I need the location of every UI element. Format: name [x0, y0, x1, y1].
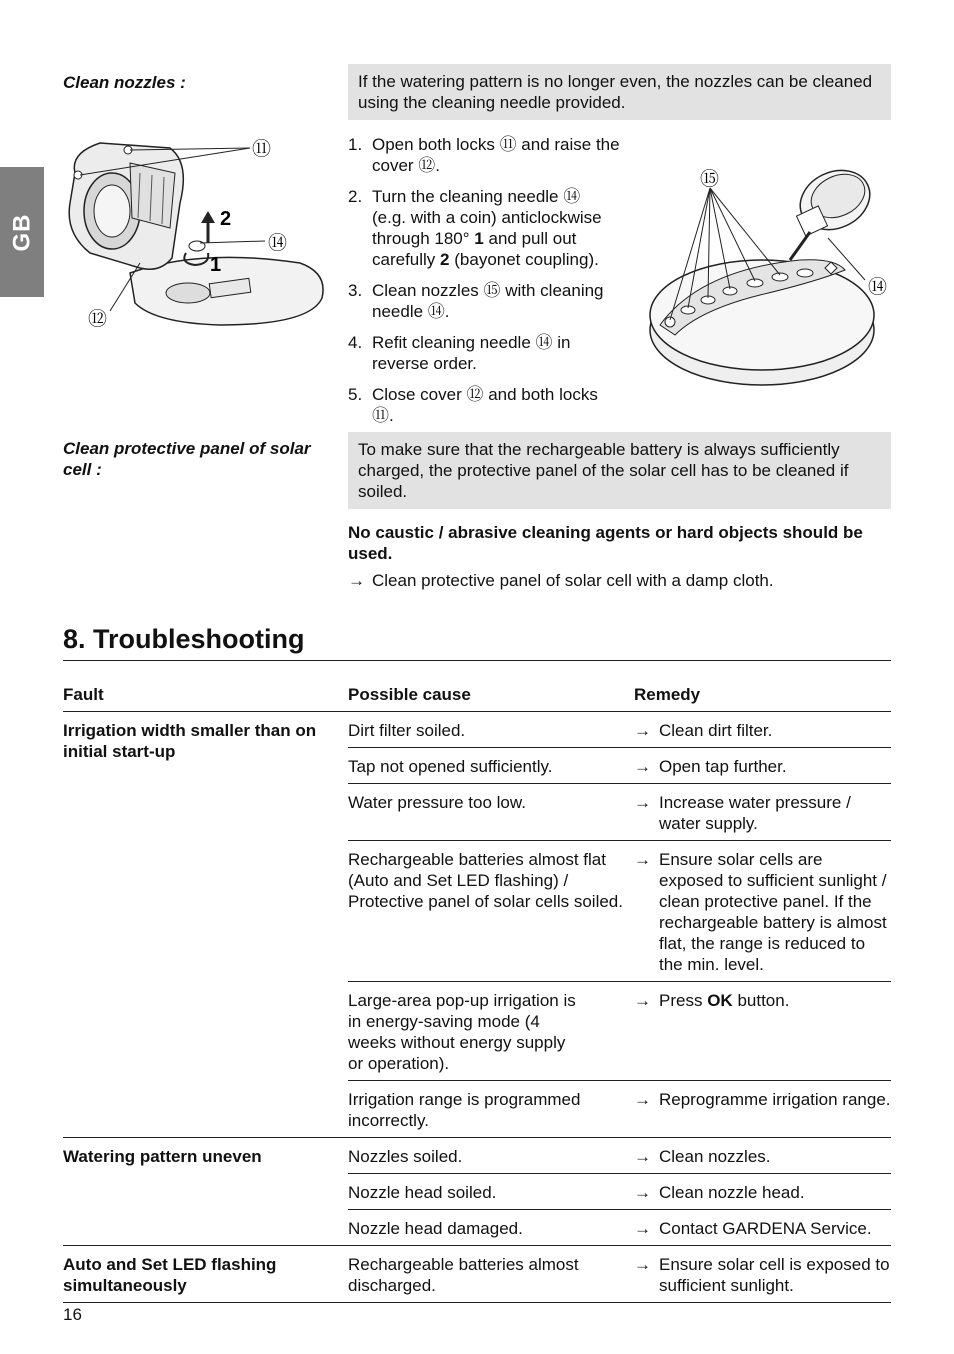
clean-nozzles-label: Clean nozzles :: [63, 73, 186, 92]
callout-11: ⑪: [252, 139, 272, 160]
clean-nozzles-intro: If the watering pattern is no longer even, the nozzles can be cleaned using the cleaning needle provided.: [348, 64, 891, 120]
cause-cell: Nozzle head damaged.: [348, 1210, 634, 1246]
cleaning-instruction: [348, 570, 915, 591]
arrow-icon: →: [634, 850, 651, 869]
remedy-cell: → Clean dirt filter.: [634, 712, 891, 748]
cleaning-warning: No caustic / abrasive cleaning agents or hard objects should be used.: [348, 523, 863, 563]
fault-cell: Irrigation width smaller than on initial start-up: [63, 712, 348, 1138]
page-number: 16: [63, 1305, 82, 1324]
step-item: 1. Open both locks ⑪ and raise the cover ⑫.: [348, 135, 620, 175]
callout-14-right: ⑭: [868, 277, 888, 298]
arrow-icon: →: [634, 1255, 651, 1274]
step-text: Refit cleaning needle ⑭ in reverse order.: [372, 333, 571, 373]
remedy-cell: → Increase water pressure / water supply.: [634, 784, 891, 841]
table-header-row: [63, 684, 891, 712]
troubleshooting-table: [63, 684, 891, 1303]
cause-cell: Irrigation range is programmed incorrectly.: [348, 1081, 634, 1138]
arrow-icon: →: [634, 757, 651, 776]
remedy-cell: → Clean nozzle head.: [634, 1174, 891, 1210]
cause-cell: Rechargeable batteries almost discharged.: [348, 1246, 634, 1303]
arrow-icon: →: [634, 991, 651, 1010]
arrow-icon: →: [634, 721, 651, 740]
header-remedy: Remedy: [634, 685, 701, 704]
remedy-cell: → Ensure solar cells are exposed to sufficient sunlight / clean protective panel. If the rechargeable battery is almost flat, the range is reduced to the min. level.: [634, 841, 891, 982]
title-rule: [63, 660, 891, 661]
arrow-icon: →: [348, 571, 365, 590]
cause-cell: Dirt filter soiled.: [348, 712, 634, 748]
section-title: 8. Troubleshooting: [63, 624, 305, 654]
nozzle-head-illustration: [640, 160, 895, 395]
arrow-icon: →: [634, 1090, 651, 1109]
cause-cell: Nozzles soiled.: [348, 1138, 634, 1174]
table-row: [63, 1246, 891, 1303]
cause-cell: Nozzle head soiled.: [348, 1174, 634, 1210]
arrow-icon: →: [634, 1183, 651, 1202]
cause-cell: Rechargeable batteries almost flat (Auto and Set LED flashing) / Protective panel of solar cells soiled.: [348, 841, 634, 982]
remedy-cell: → Ensure solar cell is exposed to sufficient sunlight.: [634, 1246, 891, 1303]
table-row: [63, 1138, 891, 1174]
fault-cell: Auto and Set LED flashing simultaneously: [63, 1246, 348, 1303]
step-item: 5. Close cover ⑫ and both locks ⑪.: [348, 385, 598, 425]
step-item: 2. Turn the cleaning needle ⑭ (e.g. with a coin) anticlockwise through 180° 1 and pull out carefully 2 (bayonet coupling).: [348, 187, 602, 269]
figure-nozzle-head: [640, 160, 895, 395]
cause-cell: Large-area pop-up irrigation is in energy-saving mode (4 weeks without energy supply or operation).: [348, 982, 634, 1081]
step-text: Clean nozzles ⑮ with cleaning needle ⑭.: [372, 281, 604, 321]
cause-cell: Tap not opened sufficiently.: [348, 748, 634, 784]
remedy-cell: → Open tap further.: [634, 748, 891, 784]
remedy-cell: → Clean nozzles.: [634, 1138, 891, 1174]
fault-cell: Watering pattern uneven: [63, 1138, 348, 1246]
arrow-icon: →: [634, 1219, 651, 1238]
step-text: Close cover ⑫ and both locks ⑪.: [372, 385, 598, 425]
callout-12: ⑫: [88, 309, 108, 330]
language-tab-label: GB: [8, 213, 36, 251]
cleaning-instruction-text: Clean protective panel of solar cell with a damp cloth.: [372, 571, 774, 590]
remedy-cell: → Press OK button.: [634, 982, 891, 1081]
table-row: [63, 712, 891, 748]
cleaning-steps: [348, 134, 628, 436]
step-item: 4. Refit cleaning needle ⑭ in reverse order.: [348, 333, 571, 373]
remedy-cell: → Reprogramme irrigation range.: [634, 1081, 891, 1138]
arrow-icon: →: [634, 1147, 651, 1166]
clean-panel-intro: To make sure that the rechargeable battery is always sufficiently charged, the protective panel of the solar cell has to be cleaned if soiled.: [348, 432, 891, 509]
step-text: Open both locks ⑪ and raise the cover ⑫.: [372, 135, 620, 175]
step-number-1: 1: [210, 254, 222, 276]
remedy-cell: → Contact GARDENA Service.: [634, 1210, 891, 1246]
step-item: 3. Clean nozzles ⑮ with cleaning needle ⑭.: [348, 281, 604, 321]
step-number-2: 2: [220, 208, 232, 230]
cause-cell: Water pressure too low.: [348, 784, 634, 841]
arrow-icon: →: [634, 793, 651, 812]
figure-open-cover: [60, 133, 335, 333]
header-cause: Possible cause: [348, 685, 471, 704]
callout-15: ⑮: [700, 169, 720, 190]
callout-14: ⑭: [268, 233, 288, 254]
clean-panel-label: Clean protective panel of solar cell :: [63, 439, 311, 479]
open-cover-illustration: [60, 133, 335, 333]
language-tab: [0, 167, 44, 297]
header-fault: Fault: [63, 685, 104, 704]
